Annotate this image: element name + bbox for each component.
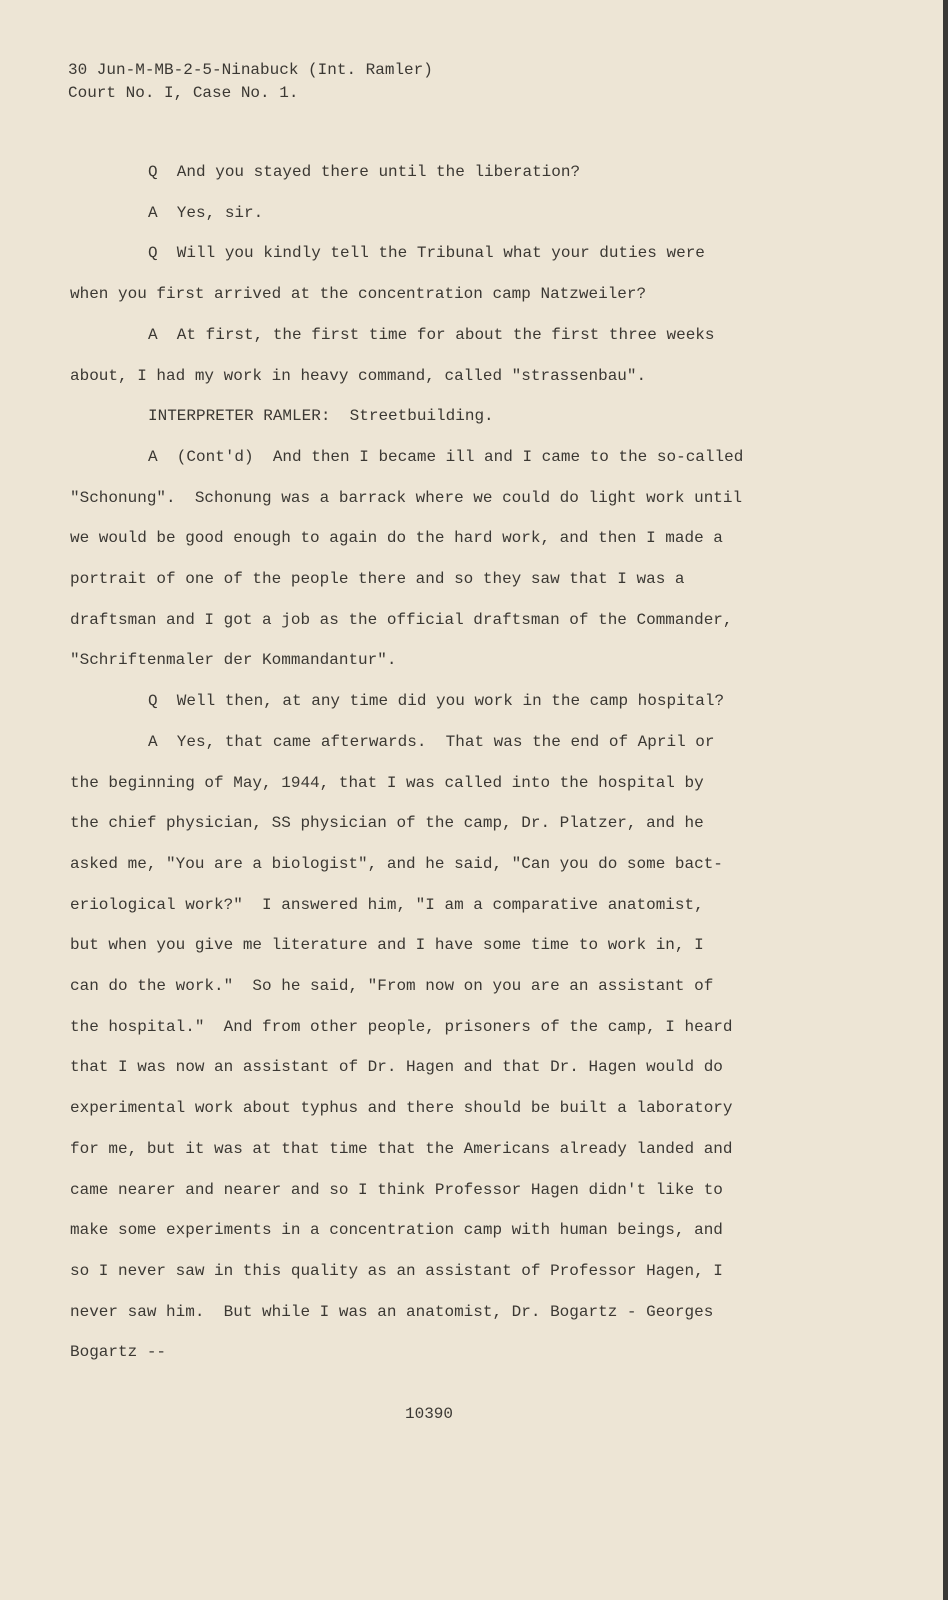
transcript-line: for me, but it was at that time that the Americans already landed and: [70, 1139, 733, 1158]
transcript-line: the hospital." And from other people, prisoners of the camp, I heard: [70, 1017, 733, 1036]
transcript-line: the beginning of May, 1944, that I was called into the hospital by: [70, 773, 704, 792]
transcript-line: so I never saw in this quality as an assistant of Professor Hagen, I: [70, 1261, 723, 1280]
transcript-line: Bogartz --: [70, 1343, 167, 1362]
header-line-1: 30 Jun-M-MB-2-5-Ninabuck (Int. Ramler): [68, 61, 433, 79]
transcript-line: INTERPRETER RAMLER: Streetbuilding.: [148, 407, 494, 426]
transcript-line: A Yes, sir.: [148, 203, 264, 222]
transcript-line: portrait of one of the people there and so they saw that I was a: [70, 570, 685, 588]
transcript-line: A (Cont'd) And then I became ill and I came to the so-called: [148, 447, 744, 466]
transcript-line: Q Well then, at any time did you work in the camp hospital?: [148, 692, 725, 711]
page-number: 10390: [405, 1405, 454, 1423]
transcript-line: eriological work?" I answered him, "I am a comparative anatomist,: [70, 895, 704, 914]
transcript-line: came nearer and nearer and so I think Professor Hagen didn't like to: [70, 1180, 723, 1199]
transcript-line: about, I had my work in heavy command, called "strassenbau".: [70, 366, 647, 385]
transcript-line: draftsman and I got a job as the official draftsman of the Commander,: [70, 610, 733, 629]
transcript-line: the chief physician, SS physician of the camp, Dr. Platzer, and he: [70, 814, 704, 833]
transcript-line: A Yes, that came afterwards. That was the end of April or: [148, 732, 715, 751]
transcript-line: we would be good enough to again do the hard work, and then I made a: [70, 529, 723, 548]
transcript-line: asked me, "You are a biologist", and he said, "Can you do some bact-: [70, 854, 723, 873]
transcript-line: can do the work." So he said, "From now on you are an assistant of: [70, 977, 714, 995]
transcript-line: "Schriftenmaler der Kommandantur".: [70, 651, 397, 670]
transcript-line: but when you give me literature and I have some time to work in, I: [70, 936, 704, 955]
transcript-line: when you first arrived at the concentration camp Natzweiler?: [70, 285, 647, 304]
transcript-line: that I was now an assistant of Dr. Hagen and that Dr. Hagen would do: [70, 1058, 723, 1077]
transcript-line: never saw him. But while I was an anatomist, Dr. Bogartz - Georges: [70, 1302, 714, 1321]
transcript-line: Q And you stayed there until the liberation?: [148, 163, 581, 181]
transcript-line: make some experiments in a concentration camp with human beings, and: [70, 1221, 723, 1240]
transcript-line: experimental work about typhus and there should be built a laboratory: [70, 1099, 733, 1118]
transcript-line: A At first, the first time for about the first three weeks: [148, 325, 715, 344]
transcript-line: Q Will you kindly tell the Tribunal what your duties were: [148, 244, 705, 263]
transcript-line: "Schonung". Schonung was a barrack where we could do light work until: [70, 488, 743, 507]
header-line-2: Court No. I, Case No. 1.: [68, 84, 299, 102]
